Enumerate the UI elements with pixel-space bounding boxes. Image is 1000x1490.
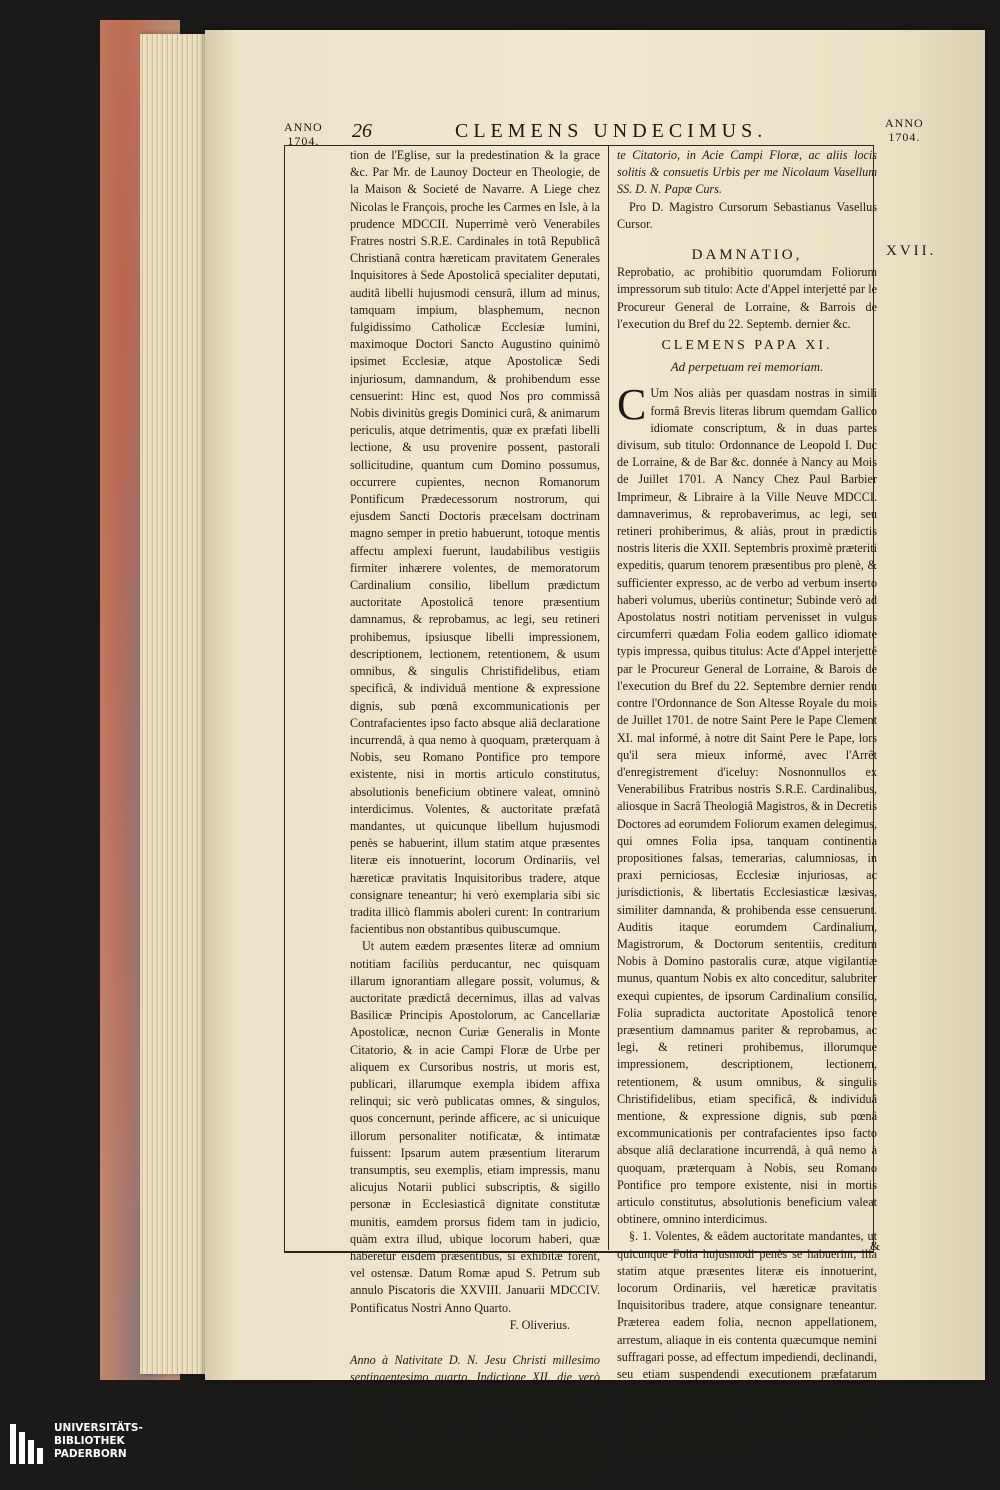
logo-line-2: BIBLIOTHEK bbox=[54, 1435, 125, 1447]
running-head: CLEMENS UNDECIMUS. bbox=[455, 120, 768, 142]
ad-perpetuam-subheading: Ad perpetuam rei memoriam. bbox=[670, 359, 824, 375]
cursor-signature: Pro D. Magistro Cursorum Sebastianus Vasellus Cursor. bbox=[617, 199, 877, 231]
logo-line-1: UNIVERSITÄTS- bbox=[54, 1422, 143, 1434]
clemens-heading: CLEMENS PAPA XI. bbox=[661, 338, 833, 354]
margin-section-number: XVII. bbox=[886, 243, 937, 259]
drop-cap: C bbox=[617, 380, 647, 430]
left-column bbox=[350, 147, 600, 1490]
anno-label-right: ANNO bbox=[885, 116, 924, 130]
page-edges bbox=[140, 34, 210, 1374]
year-label-right: 1704. bbox=[888, 130, 921, 144]
affixation-note: Anno à Nativitate D. N. Jesu Christi millesimo septingentesimo quarto, Indictione XII. die verò XXVIII. Januarii, Pontificatus autem Sanctiss. in Christo Patris, & D. N. D. Clementis Divina Providentia Papæ XI. anno ejus quarto, supradictæ literæ Apostolicæ affixæ, & publicatæ fuerunt ad valvas Basilicæ Principis Apostolorum, Cancellariæ Apostolicæ, Curiæ Generalis in Mon- bbox=[350, 1353, 600, 1488]
anno-label-left: ANNO bbox=[284, 120, 323, 134]
left-paragraph-1: tion de l'Eglise, sur la predestination & la grace &c. Par Mr. de Launoy Docteur en Theologie, de la Maison & Societé de Navarre. A Liege chez Nicolas le François, proche les Carmes en Isle, à la prudence MDCCII. Nuperrimè verò Venerabiles Fratres nostri S.R.E. Cardinales in totâ Republicâ Christianâ contra hæreticam pravitatem Generales Inquisitores à Sede Apostolicâ specialiter deputati, auditâ libelli hujusmodi censurâ, illum ad minus, tamquam impium, blasphemum, necnon fulgidissimo Catholicæ Ecclesiæ lumini, maximoque Doctori Sancto Augustino quinimò ipsimet Ecclesiæ, atque Apostolicæ Sedi injuriosum, damnandum, & prohibendum esse censuerint: Hinc est, quod Nos pro commissâ Nobis divinitùs gregis Dominici curâ, & animarum periculis, atque detrimentis, quæ ex præfati libelli lectione, & usu provenire possent, pastorali sollicitudine, quantum cum Domino possumus, occurrere cupientes, necnon Romanorum Pontificum Prædecessorum nostrorum, qui ejusdem Sancti Doctoris præcelsam doctrinam magno semper in pretio habuerunt, totoque mentis affectu amplexi fuerunt, laudabilibus vestigiis firmiter inhærere volentes, de memoratorum Cardinalium consilio, libellum prædictum auctoritate Apostolicâ tenore præsentium damnamus, & reprobamus, ac legi, seu retineri prohibemus, ipsiusque libelli impressionem, descriptionem, lectionem, retentionem, & usum omnibus, & singulis Christifidelibus, etiam specificâ, & individuâ mentione & expressione dignis, sub pœnâ excommunicationis per Contrafacientes ipso facto absque aliâ declaratione incurrendâ, à qua nemo à quoquam, præterquam à Nobis, seu Romano Pontifice pro tempore existente, nisi in mortis articulo constitutus, absolutionis beneficium obtinere valeat, omninò interdicimus. Volentes, & auctoritate præfatâ mandantes, ut quicunque libellum hujusmodi penès se habuerint, illum statim atque præsentes literæ eis innotuerint, locorum Ordinariis, vel hæreticæ pravitatis Inquisitoribus tradere, atque consignare teneantur; hi verò exemplaria sibi sic tradita illicò flammis aboleri curent: In contrarium facientibus non obstantibus quibuscumque. bbox=[350, 148, 600, 937]
damnatio-heading: DAMNATIO, bbox=[691, 247, 803, 264]
page-header bbox=[284, 116, 930, 148]
right-paragraph-0: te Citatorio, in Acie Campi Floræ, ac aliis locis solitis & consuetis Urbis per me Nicolaum Vasellum SS. D. N. Papæ Curs. bbox=[617, 148, 877, 197]
right-paragraph-2: §. 1. Volentes, & eâdem auctoritate mandantes, ut quicunque Folia hujusmodi penès se habuerint, illa statim atque præsentes literæ eis innotuerint, locorum Ordinariis, vel hæreticæ pravitatis Inquisitoribus tradere, atque consignare teneantur. Præterea eadem folia, necnon appellationem, arrestum, aliaque in eis contenta quæcumque nemini suffragari posse, ad effectum impediendi, declinandi, seu etiam suspendendi executionem præfatarum nostrarum literarum, quarum juxta earum formam, & tenorem servari omninò debeant, auctoritate, & tenore prædictis decernimus, & declaramus. Non obstantibus constitutionibus, bbox=[617, 1229, 877, 1450]
column-rule bbox=[608, 145, 609, 1250]
library-logo-icon bbox=[10, 1424, 50, 1464]
year-margin-left bbox=[284, 120, 323, 148]
reprobatio-summary: Reprobatio, ac prohibitio quorumdam Foliorum impressorum sub titulo: Acte d'Appel interjetté par le Procureur General de Lorraine, & Barrois de l'execution du Bref du 22. Septemb. dernier &c. bbox=[617, 265, 877, 331]
right-paragraph-1-text: Um Nos aliàs per quasdam nostras in simili formâ Brevis literas librum quemdam Gallico idiomate conscriptum, & in duas partes divisum, sub titulo: Ordonnance de Leopold I. Duc de Lorraine, & de Bar &c. donnée à Nancy au Mois de Juillet 1701. A Nancy Chez Paul Barbier Imprimeur, & Libraire à la Ville Neuve MDCCI. damnaverimus, & reprobaverimus, ac legi, seu retineri prohiberimus, & aliàs, prout in prædictis nostris literis die XXII. Septembris proximè præteriti expeditis, quarum tenorem præsentibus pro plenè, & sufficienter expresso, ac de verbo ad verbum inserto haberi volumus, uberiùs continetur; Subinde verò ad Apostolatus nostri notitiam pervenisset in vulgus circumferri quædam Folia eodem gallico idiomate typis impressa, quibus titulus: Acte d'Appel interjetté par le Procureur General de Lorraine, & Barois de l'execution du Bref du 22. Septembre dernier rendu contre l'Ordonnance de Son Altesse Royale du mois de Juillet 1701. de notre Saint Pere le Pape Clement XI. mal informé, à notre dit Saint Pere le Pape, lors qu'il sera mieux informé, avec l'Arrêt d'enregistrement d'iceluy: Nosnonnullos ex Venerabilibus Fratribus nostris S.R.E. Cardinalibus, aliosque in Sacrâ Theologiâ Magistros, & in Decretis Doctores ad eorumdem Foliorum examen delegimus, qui omnes Folia ipsa, tanquam continentia propositiones falsas, temerarias, calumniosas, in praxi perniciosas, Ecclesiæ injuriosas, ac jurisdictionis, & libertatis Ecclesiasticæ læsivas, similiter damnanda, & prohibenda esse censuerunt. Auditis itaque eorumdem Cardinalium, Magistrorum, & Doctorum sententiis, creditum Nobis à Domino pastoralis curæ, atque vigilantiæ munus, quantum Nobis ex alto conceditur, salubriter exequi cupientes, de ipsorum Cardinalium consilio, Folia supradicta auctoritate Apostolicâ tenore præsentium damnamus pariter & reprobamus, ac legi, & retineri prohibemus, illorumque impressionem, descriptionem, lectionem, retentionem, & usum omnibus, & singulis Christifidelibus, etiam specificâ, & individuâ mentione, & expressione dignis, sub pœnâ excommunicationis per contrafacientes ipso facto absque aliâ declaratione incurrendâ, à quâ nemo à quoquam, præterquam à Nobis, seu Romano Pontifice pro tempore existente, nisi in mortis articulo constitutus, absolutionis beneficium valeat obtinere, omnino interdicimus. bbox=[617, 386, 877, 1227]
year-label-left: 1704. bbox=[287, 134, 320, 148]
right-paragraph-1 bbox=[617, 380, 877, 1228]
page-number: 26 bbox=[352, 120, 372, 142]
year-margin-right bbox=[885, 116, 924, 144]
library-logo bbox=[10, 1422, 170, 1466]
logo-line-3: PADERBORN bbox=[54, 1448, 127, 1460]
catchword: & bbox=[870, 1238, 881, 1253]
right-column bbox=[617, 147, 877, 1452]
signature: F. Oliverius. bbox=[509, 1317, 570, 1332]
left-paragraph-2: Ut autem eædem præsentes literæ ad omnium notitiam faciliùs perducantur, nec quisquam illarum ignorantiam allegare possit, volumus, & auctoritate prædictâ decernimus, illas ad valvas Basilicæ Principis Apostolorum, ac Cancellariæ Apostolicæ, necnon Curiæ Generalis in Monte Citatorio, & in acie Campi Floræ de Urbe per aliquem ex Cursoribus nostris, ut moris est, publicari, illarumque exempla ibidem affixa relinqui; sic verò publicatas omnes, & singulos, quos concernunt, perinde afficere, ac si unicuique illorum personaliter notificatæ, & intimatæ fuissent: Ipsarum autem præsentium literarum transumptis, seu exemplis, etiam impressis, manu alicujus Notarii publici subscriptis, & sigillo personæ in Ecclesiasticâ dignitate constitutæ munitis, eamdem prorsus fidem tam in judicio, quàm extra illud, ubique locorum haberi, quæ haberetur eisdem præsentibus, si exhibitæ forent, vel ostensæ. Datum Romæ apud S. Petrum sub annulo Piscatoris die XXVIII. Januarii MDCCIV. Pontificatus Nostri Anno Quarto. bbox=[350, 939, 600, 1315]
